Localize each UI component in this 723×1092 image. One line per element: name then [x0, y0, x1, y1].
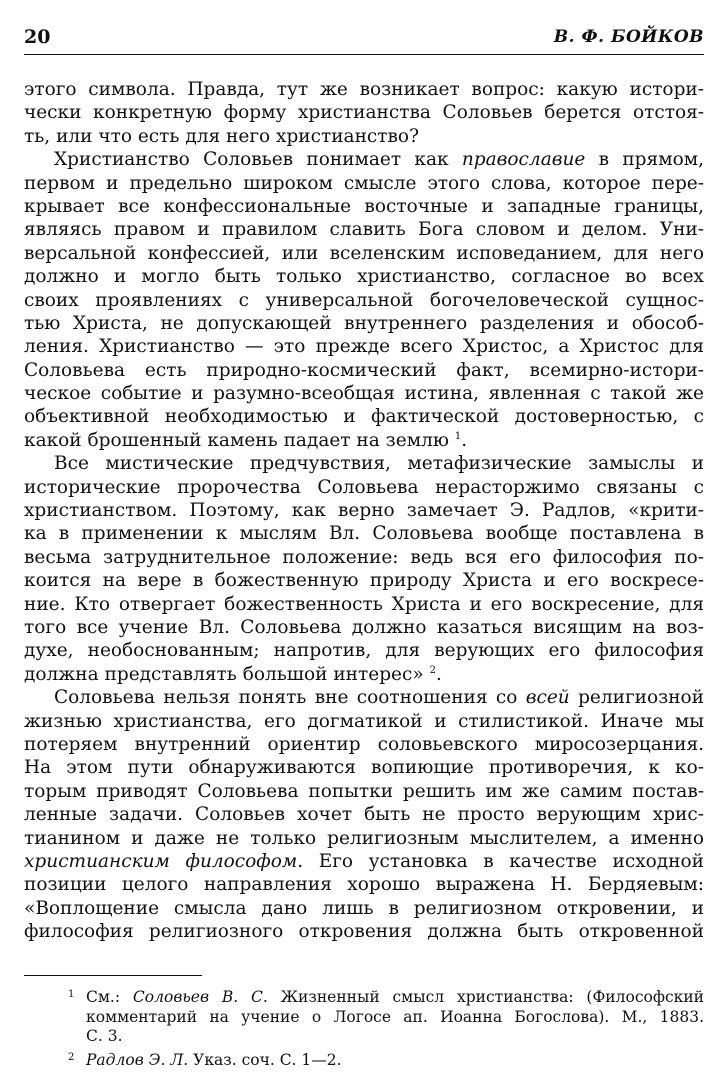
text-line: коится на вере в божественную природу Христа и его воскресе-	[24, 570, 704, 592]
page-header	[24, 26, 704, 55]
text-line: ть, или что есть для него христианство?	[24, 125, 419, 147]
text-line: На этом пути обнаруживаются вопиющие противоречия, к ко-	[24, 757, 704, 779]
page-number: 20	[24, 26, 51, 48]
text-line: первом и предельно широком смысле этого слова, которое пере-	[24, 172, 704, 194]
main-text	[24, 78, 704, 943]
text-line: ленные задачи. Соловьев хочет быть не просто верующим хрис-	[24, 804, 704, 826]
running-head: В. Ф. БОЙКОВ	[553, 27, 704, 47]
footnote-ref-1[interactable]: 1	[454, 430, 462, 442]
text-line: ческое событие и разумно-всеобщая истина, явленная с такой же	[24, 383, 704, 405]
text-line: являясь правом и правилом славить Бога словом и делом. Уни-	[24, 219, 704, 241]
footnote-2	[66, 1051, 704, 1071]
text-line: христианским философом. Его установка в качестве исходной	[24, 850, 704, 872]
text-line: своих проявлениях с универсальной богочеловеческой сущнос-	[24, 289, 704, 311]
footnotes	[66, 988, 704, 1074]
emphasis: всей	[525, 687, 570, 709]
footnote-author: Соловьев В. С.	[132, 988, 268, 1006]
text-line: должна представлять большой интерес» $^2$.	[24, 663, 442, 685]
text-line: ка в применении к мыслям Вл. Соловьева вообще поставлена в	[24, 523, 704, 545]
text-line: чески конкретную форму христианства Соловьев берется отстоя-	[24, 102, 704, 124]
footnote-mark: 1	[68, 989, 75, 1000]
text-line: христианством. Поэтому, как верно замечает Э. Радлов, «крити-	[24, 500, 704, 522]
text-line: Все мистические предчувствия, метафизические замыслы и	[54, 453, 704, 475]
emphasis: христианским философом	[24, 850, 298, 872]
text-line: духе, необоснованным; напротив, для верующих его философия	[24, 640, 704, 662]
footnote-line: Радлов Э. Л. Указ. соч. С. 1—2.	[86, 1050, 342, 1069]
text-line: ние. Кто отвергает божественность Христа и его воскресение, для	[24, 593, 704, 615]
text-line: Соловьева есть природно-космический факт, всемирно-истори-	[24, 359, 704, 381]
footnote-line: См.: Соловьев В. С. Жизненный смысл христианства: (Философский	[86, 988, 704, 1006]
footnote-line: комментарий на учение о Логосе ап. Иоанна Богослова). М., 1883.	[86, 1007, 704, 1026]
text-line: весьма затруднительное положение: ведь вся его философия по-	[24, 546, 704, 568]
text-line: позиции целого направления хорошо выражена Н. Бердяевым:	[24, 874, 704, 896]
footnote-divider	[24, 975, 202, 976]
text-line: «Воплощение смысла дано лишь в религиозном откровении, и	[24, 897, 704, 919]
footnote-ref-2[interactable]: 2	[429, 664, 436, 676]
text-line: жизнью христианства, его догматикой и стилистикой. Иначе мы	[24, 710, 704, 732]
text-line: тианином и даже не только религиозным мыслителем, а именно	[24, 827, 704, 849]
footnote-author: Радлов Э. Л.	[86, 1050, 189, 1069]
text-line: торым приводят Соловьева попытки решить им же самим постав-	[24, 780, 704, 802]
footnote-mark: 2	[68, 1051, 75, 1063]
text-line: того все учение Вл. Соловьева должно казаться висящим на воз-	[24, 616, 704, 638]
text-line: Христианство Соловьев понимает как православие в прямом,	[54, 149, 704, 171]
footnote-1	[66, 988, 704, 1047]
text-line: какой брошенный камень падает на землю $^1$.	[24, 429, 468, 451]
emphasis: православие	[461, 149, 586, 171]
text-line: тью Христа, не допускающей внутреннего разделения и обособ-	[24, 312, 704, 334]
footnote-line: С. 3.	[86, 1027, 123, 1045]
text-line: Соловьева нельзя понять вне соотношения со всей религиозной	[54, 687, 704, 709]
text-line: исторические пророчества Соловьева нерасторжимо связаны с	[24, 476, 704, 498]
text-line: потеряем внутренний ориентир соловьевского миросозерцания.	[24, 733, 704, 755]
text-line: должно и могло быть только христианство, согласное во всех	[24, 266, 704, 288]
text-line: объективной необходимостью и фактической достоверностью, с	[24, 406, 704, 428]
text-line: ления. Христианство — это прежде всего Христос, а Христос для	[24, 336, 704, 358]
text-line: крывает все конфессиональные восточные и западные границы,	[24, 195, 704, 217]
text-line: этого символа. Правда, тут же возникает вопрос: какую истори-	[24, 79, 704, 100]
text-line: версальной конфессией, или вселенским исповеданием, для него	[24, 242, 704, 264]
text-line: философия религиозного откровения должна быть откровенной	[24, 921, 704, 943]
